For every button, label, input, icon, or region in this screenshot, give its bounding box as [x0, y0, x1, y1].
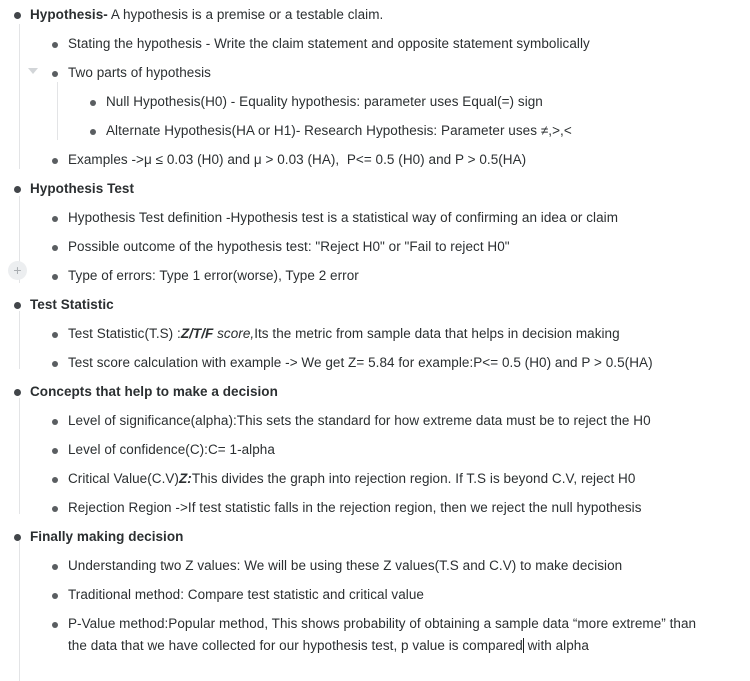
bullet-icon[interactable]	[14, 302, 21, 309]
outline-item-label: Level of confidence(C):C= 1-alpha	[68, 442, 275, 457]
outline-item-type-of-errors[interactable]	[0, 265, 750, 294]
add-node-button[interactable]: +	[8, 261, 27, 280]
bullet-icon[interactable]	[52, 564, 58, 570]
outline-item-label: Two parts of hypothesis	[68, 65, 211, 80]
bullet-icon[interactable]	[90, 100, 96, 106]
outline-item-possible-outcome[interactable]	[0, 236, 750, 265]
bullet-icon[interactable]	[52, 42, 58, 48]
outline-item-label: Alternate Hypothesis(HA or H1)- Research Hypothesis: Parameter uses ≠,>,<	[106, 123, 572, 138]
bullet-icon[interactable]	[14, 389, 21, 396]
bullet-icon[interactable]	[14, 186, 21, 193]
outline-item-null-hypothesis[interactable]	[0, 91, 750, 120]
outline-item-hypothesis[interactable]	[0, 4, 750, 33]
outline-item-traditional-method[interactable]	[0, 584, 750, 613]
outline-item-level-of-confidence[interactable]	[0, 439, 750, 468]
outline-item-label: Rejection Region ->If test statistic falls in the rejection region, then we reject the null hypothesis	[68, 500, 642, 515]
bullet-icon[interactable]	[52, 593, 58, 599]
bullet-icon[interactable]	[52, 158, 58, 164]
bullet-icon[interactable]	[52, 448, 58, 454]
outline-item-stating-hypothesis[interactable]	[0, 33, 750, 62]
outline-item-two-parts[interactable]	[0, 62, 750, 91]
outline-item-concepts[interactable]	[0, 381, 750, 410]
outline-item-label: Level of significance(alpha):This sets the standard for how extreme data must be to reject the H0	[68, 413, 651, 428]
bullet-icon[interactable]	[14, 12, 21, 19]
bullet-icon[interactable]	[52, 477, 58, 483]
bullet-icon[interactable]	[52, 245, 58, 251]
bullet-icon[interactable]	[52, 506, 58, 512]
outline-item-label: Critical Value(C.V)Z:This divides the graph into rejection region. If T.S is beyond C.V, reject H0	[68, 471, 636, 486]
outline-item-label: Hypothesis Test	[30, 181, 135, 196]
bullet-icon[interactable]	[52, 216, 58, 222]
outline-item-hypothesis-test-definition[interactable]	[0, 207, 750, 236]
outline-item-examples[interactable]	[0, 149, 750, 178]
outline-item-finally-making-decision[interactable]	[0, 526, 750, 555]
bullet-icon[interactable]	[52, 332, 58, 338]
outline-item-level-of-significance[interactable]	[0, 410, 750, 439]
outline-item-test-statistic[interactable]	[0, 294, 750, 323]
bullet-icon[interactable]	[52, 274, 58, 280]
bullet-icon[interactable]	[52, 361, 58, 367]
bullet-icon[interactable]	[14, 534, 21, 541]
outline-item-label: Test Statistic(T.S) :Z/T/F score,Its the metric from sample data that helps in decision making	[68, 326, 620, 341]
outline-item-label: Examples ->μ ≤ 0.03 (H0) and μ > 0.03 (HA), P<= 0.5 (H0) and P > 0.5(HA)	[68, 152, 527, 167]
outline-item-label: Type of errors: Type 1 error(worse), Type 2 error	[68, 268, 359, 283]
outline-item-understanding-two-z-values[interactable]	[0, 555, 750, 584]
outline-item-label: Null Hypothesis(H0) - Equality hypothesis: parameter uses Equal(=) sign	[106, 94, 543, 109]
bullet-icon[interactable]	[52, 419, 58, 425]
bullet-icon[interactable]	[90, 129, 96, 135]
outline-item-test-score-calculation[interactable]	[0, 352, 750, 381]
outline-item-label: Test Statistic	[30, 297, 114, 312]
bullet-icon[interactable]	[52, 71, 58, 77]
outline-item-p-value-method[interactable]	[0, 613, 750, 657]
outline-item-label: Concepts that help to make a decision	[30, 384, 278, 399]
outline-item-label: Hypothesis Test definition -Hypothesis test is a statistical way of confirming an idea or claim	[68, 210, 618, 225]
outline-item-alternate-hypothesis[interactable]	[0, 120, 750, 149]
outline-item-label: Hypothesis- A hypothesis is a premise or a testable claim.	[30, 7, 384, 22]
outline-item-hypothesis-test[interactable]	[0, 178, 750, 207]
outline-item-label: P-Value method:Popular method, This shows probability of obtaining a sample data “more extreme” than the data that we have collected for our hypothesis test, p value is compared with alpha	[68, 616, 700, 653]
outline-item-test-statistic-detail[interactable]	[0, 323, 750, 352]
bullet-icon[interactable]	[52, 622, 58, 628]
outline-item-label: Possible outcome of the hypothesis test: "Reject H0" or "Fail to reject H0"	[68, 239, 510, 254]
outline-item-label: Traditional method: Compare test statistic and critical value	[68, 587, 424, 602]
outline-item-rejection-region[interactable]	[0, 497, 750, 526]
outline-item-label: Stating the hypothesis - Write the claim statement and opposite statement symbolically	[68, 36, 590, 51]
outline-item-label: Understanding two Z values: We will be using these Z values(T.S and C.V) to make decision	[68, 558, 623, 573]
outline-item-label: Finally making decision	[30, 529, 184, 544]
outline-item-label: Test score calculation with example -> We get Z= 5.84 for example:P<= 0.5 (H0) and P > 0.5(HA)	[68, 355, 653, 370]
outline-item-critical-value[interactable]	[0, 468, 750, 497]
